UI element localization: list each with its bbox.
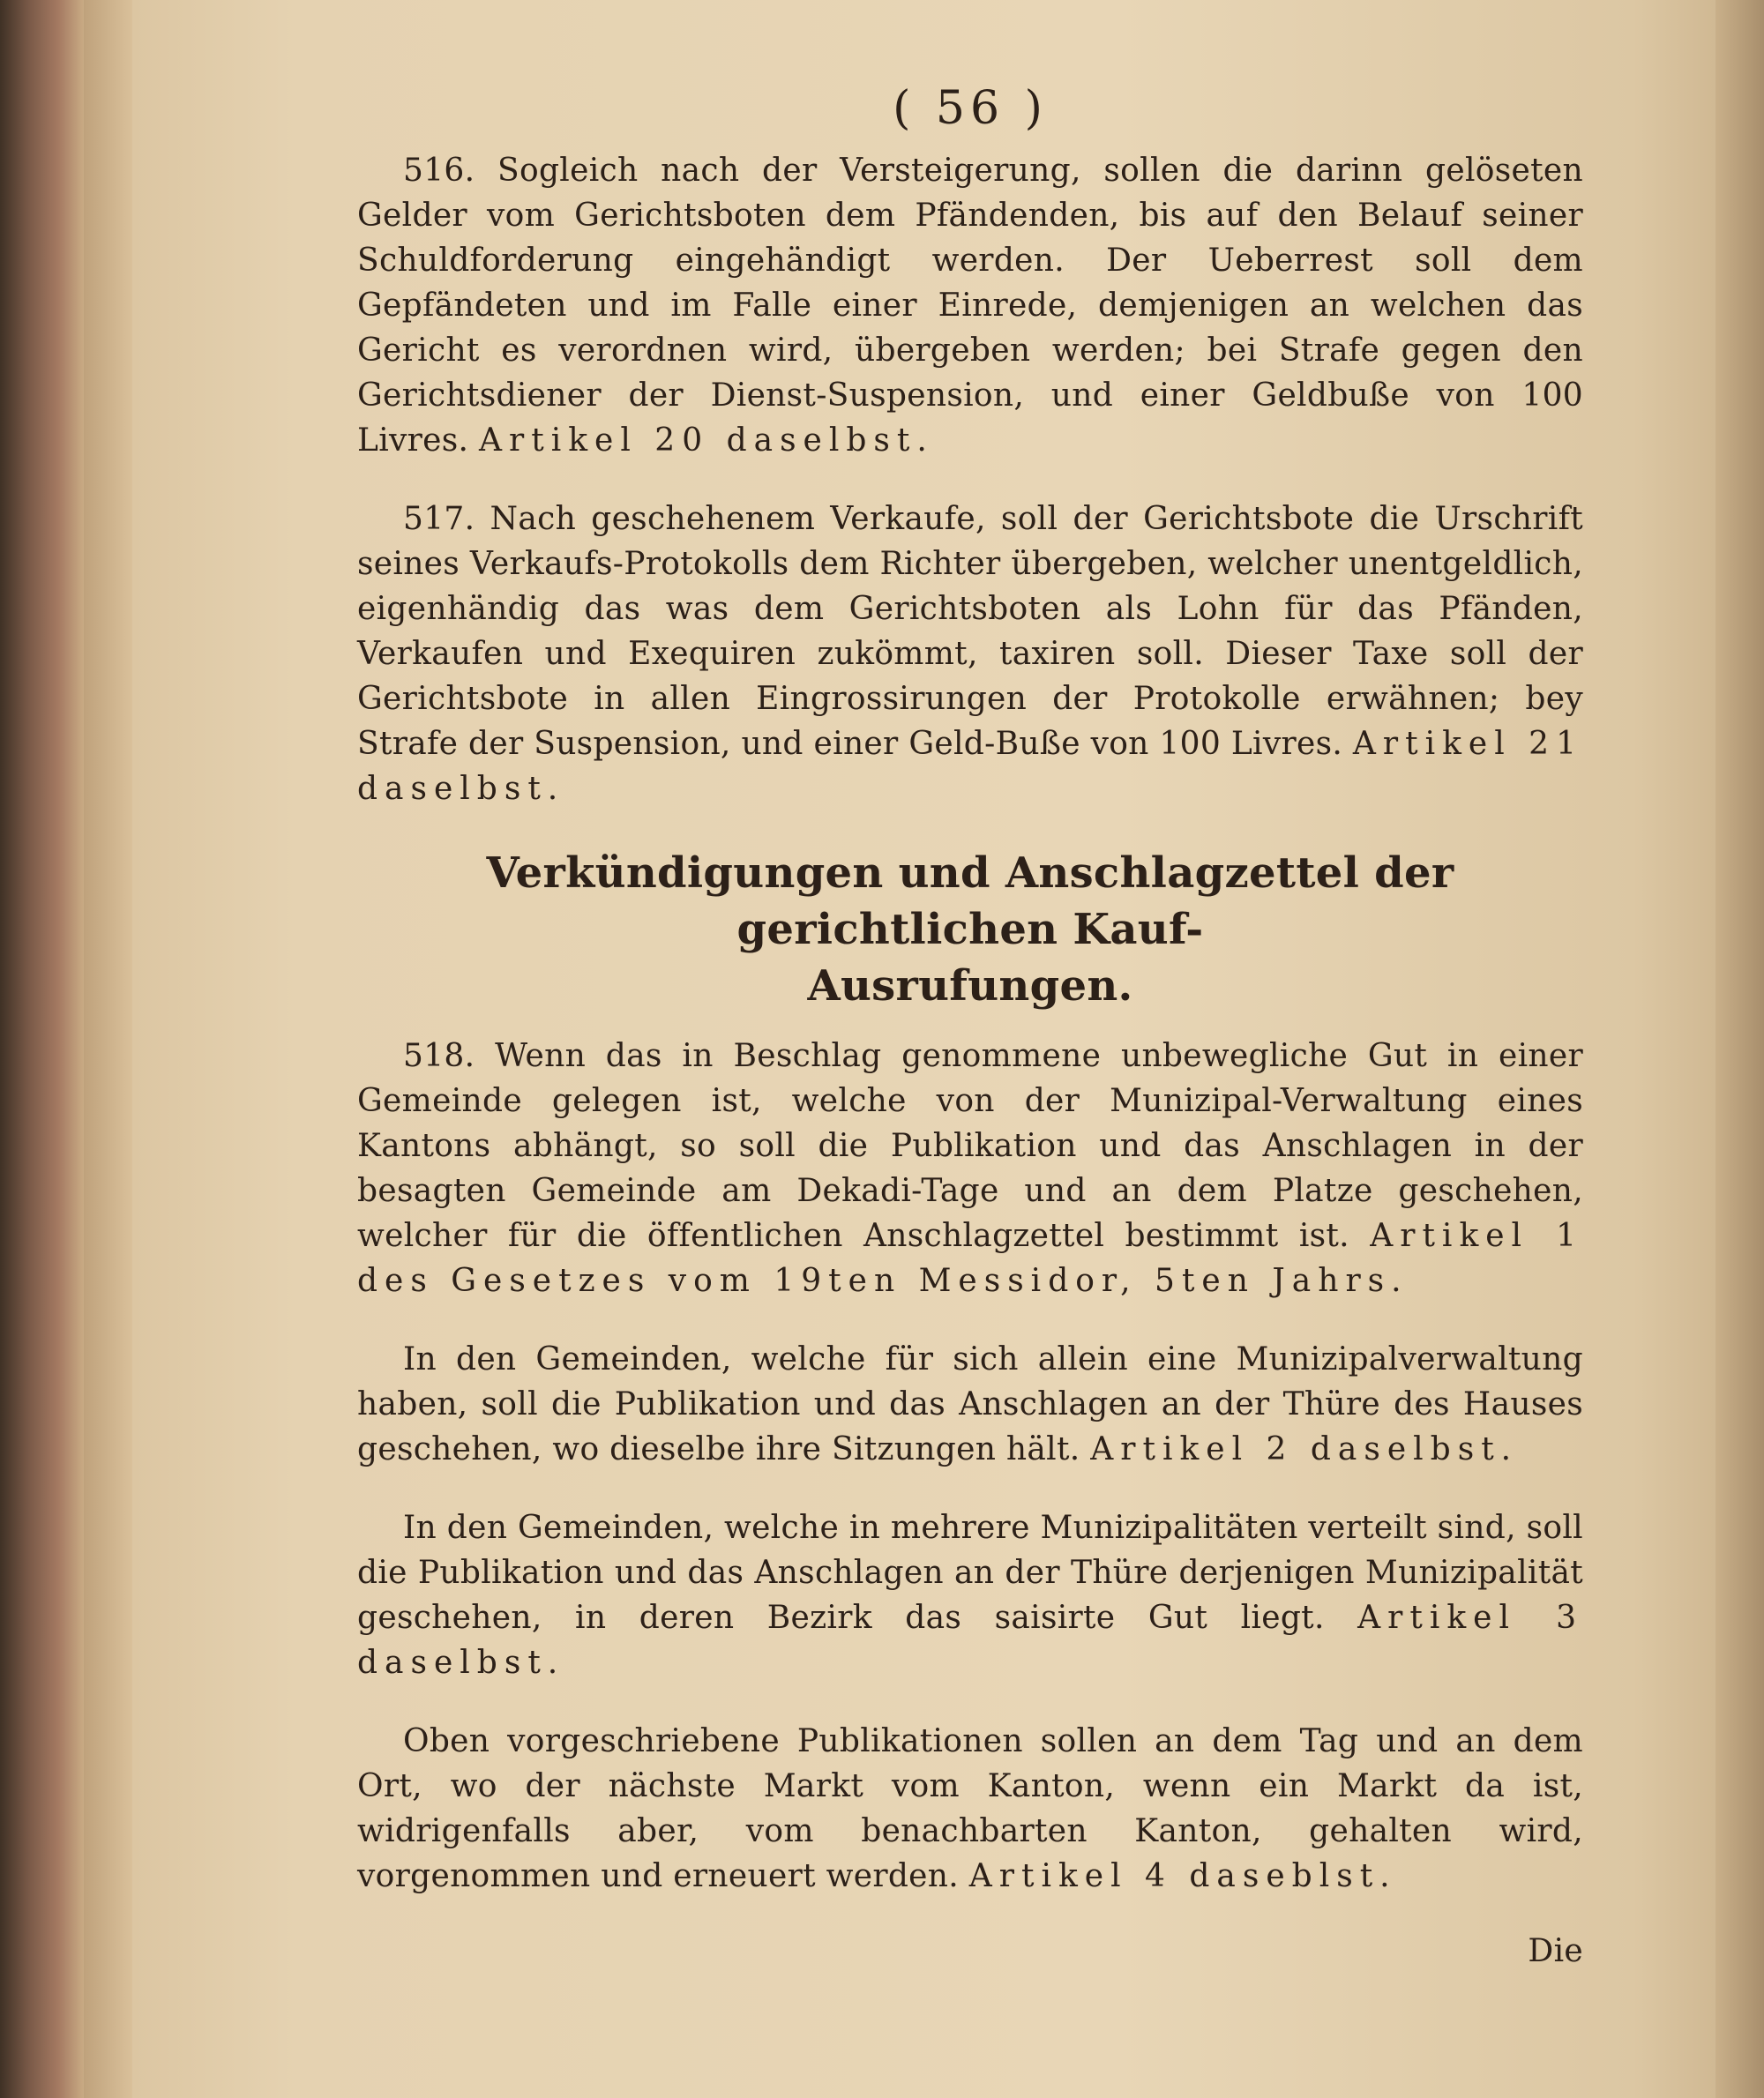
- heading-line-1: Verkündigungen und Anschlagzettel der gerichtlichen Kauf-: [486, 848, 1454, 954]
- paragraph-number: 518.: [403, 1038, 475, 1074]
- paragraph-gemeinden-allein: [357, 1337, 1583, 1472]
- paragraph-text: In den Gemeinden, welche für sich allein eine Munizipalverwaltung haben, soll die Publikation und das Anschlagen an der Thüre des Hauses geschehen, wo dieselbe ihre Sitzungen hält.: [357, 1341, 1583, 1467]
- article-reference: Artikel 21 daselbst.: [357, 726, 1583, 807]
- paragraph-text: Nach geschehenem Verkaufe, soll der Gerichtsbote die Urschrift seines Verkaufs-Protokolls dem Richter übergeben, welcher unentgeldlich, eigenhändig das was dem Gerichtsboten als Lohn für das Pfänden, Verkaufen und Exequiren zukömmt, taxiren soll. Dieser Taxe soll der Gerichtsbote in allen Eingrossirungen der Protokolle erwähnen; bey Strafe der Suspension, und einer Geld-Buße von 100 Livres.: [357, 501, 1583, 762]
- catchword: Die: [1528, 1933, 1583, 1969]
- article-reference: Artikel 1 des Gesetzes vom 19ten Messidor, 5ten Jahrs.: [357, 1218, 1583, 1299]
- paragraph-publikationen: [357, 1719, 1583, 1899]
- article-reference: Artikel 20 daselbst.: [479, 422, 934, 459]
- heading-line-2: Ausrufungen.: [807, 961, 1133, 1011]
- book-edge: [0, 0, 84, 2098]
- paragraph-text: Oben vorgeschriebene Publikationen sollen an dem Tag und an dem Ort, wo der nächste Markt vom Kanton, wenn ein Markt da ist, widrigenfalls aber, vom benachbarten Kanton, gehalten wird, vorgenommen und erneuert werden.: [357, 1723, 1583, 1894]
- section-heading: [357, 845, 1583, 1014]
- paragraph-number: 516.: [403, 153, 475, 189]
- page-content: [357, 78, 1583, 1974]
- page-gutter: [84, 0, 137, 2098]
- paragraph-text: Wenn das in Beschlag genommene unbewegliche Gut in einer Gemeinde gelegen ist, welche von der Munizipal-Verwaltung eines Kantons abhängt, so soll die Publikation und das Anschlagen in der besagten Gemeinde am Dekadi-Tage und an dem Platze geschehen, welcher für die öffentlichen Anschlagzettel bestimmt ist.: [357, 1038, 1583, 1254]
- page-number: ( 56 ): [893, 82, 1048, 135]
- paragraph-516: [357, 148, 1583, 463]
- paragraph-518: [357, 1034, 1583, 1303]
- paragraph-517: [357, 497, 1583, 811]
- paragraph-text: Sogleich nach der Versteigerung, sollen die darinn gelöseten Gelder vom Gerichtsboten dem Pfändenden, bis auf den Belauf seiner Schuldforderung eingehändigt werden. Der Ueberrest soll dem Gepfändeten und im Falle einer Einrede, demjenigen an welchen das Gericht es verordnen wird, übergeben werden; bei Strafe gegen den Gerichtsdiener der Dienst-Suspension, und einer Geldbuße von 100 Livres.: [357, 153, 1583, 459]
- article-reference: Artikel 2 daselbst.: [1090, 1431, 1519, 1467]
- paragraph-text: In den Gemeinden, welche in mehrere Munizipalitäten verteilt sind, soll die Publikation und das Anschlagen an der Thüre derjenigen Munizipalität geschehen, in deren Bezirk das saisirte Gut liegt.: [357, 1510, 1583, 1636]
- article-reference: Artikel 4 daseblst.: [968, 1858, 1397, 1894]
- paragraph-number: 517.: [403, 501, 475, 537]
- page-right-edge: [1715, 0, 1764, 2098]
- paragraph-gemeinden-mehrere: [357, 1505, 1583, 1685]
- article-reference: Artikel 3 daselbst.: [357, 1600, 1584, 1681]
